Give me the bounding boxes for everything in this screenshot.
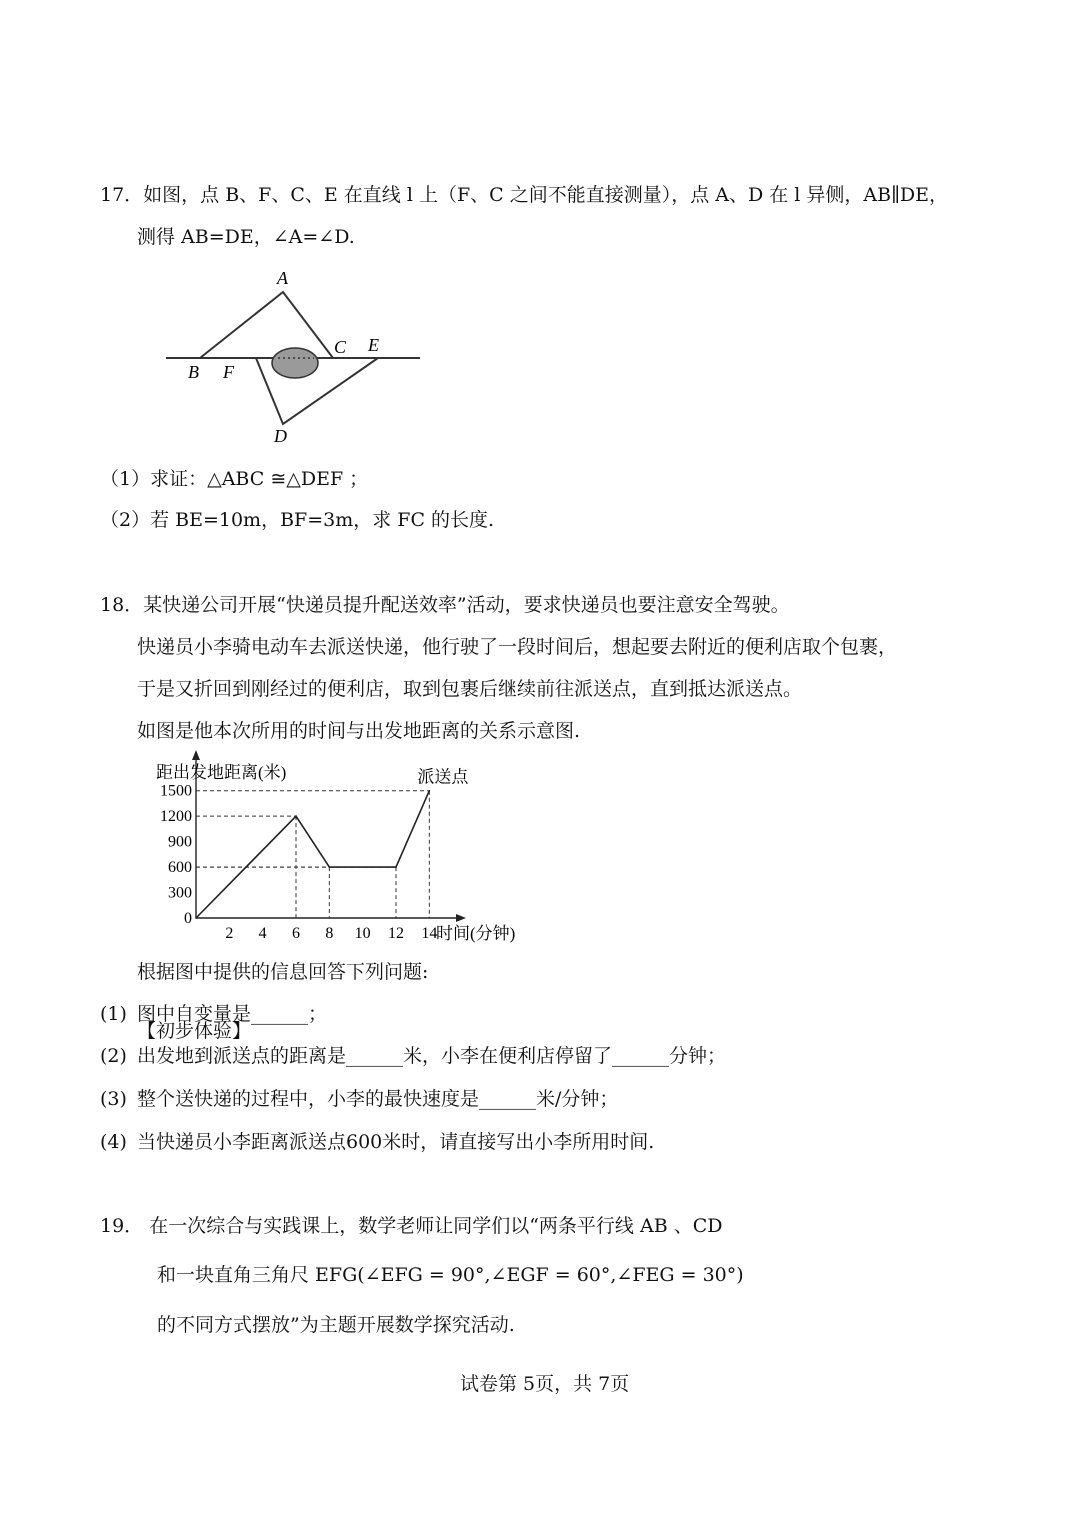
q17-line1: 17．如图，点 B、F、C、E 在直线 l 上（F、C 之间不能直接测量），点 A、D 在 l 异侧，AB∥DE， [100,184,948,206]
y-tick-label-5: 1500 [160,782,192,800]
q18-line2: 快递员小李骑电动车去派送快递，他行驶了一段时间后，想起要去附近的便利店取个包裹， [137,636,898,658]
series-point-1 [295,815,297,817]
x-axis-title: 时间(分钟) [436,924,516,943]
q18-prompt: 根据图中提供的信息回答下列问题: [137,961,429,983]
q18-sub2-text: 出发地到派送点的距离是______米，小李在便利店停留了______分钟； [137,1045,727,1067]
q19-line2: 和一块直角三角尺 EFG(∠EFG = 90°,∠EGF = 60°,∠FEG = 30°) [157,1264,744,1286]
y-tick-label-2: 600 [168,859,192,877]
q18-sub3-text: 整个送快递的过程中，小李的最快速度是______米/分钟； [137,1088,619,1110]
x-tick-label-2: 6 [292,925,300,942]
page-footer: 试卷第 5页，共 7页 [460,1373,630,1395]
label-c: C [334,337,347,357]
y-axis-arrow [192,750,200,760]
series-line [196,791,429,918]
q18-sub4-num: (4) [100,1131,127,1153]
series-point-2 [329,866,331,868]
y-tick-label-3: 900 [168,833,192,851]
chart-guides [196,791,429,918]
q18-sub3-num: (3) [100,1088,127,1110]
label-b: B [188,362,199,382]
label-f: F [223,362,234,382]
series-point-3 [395,866,397,868]
q18-line1: 18．某快递公司开展“快递员提升配送效率”活动，要求快递员也要注意安全驾驶。 [100,594,790,616]
q19-line1: 19． 在一次综合与实践课上，数学老师让同学们以“两条平行线 AB 、CD [100,1215,723,1237]
annotation-label: 派送点 [417,767,469,787]
q18-sub4-text: 当快递员小李距离派送点600米时，请直接写出小李所用时间. [137,1131,655,1153]
x-tick-label-6: 14 [421,925,438,942]
q18-sub2-num: (2) [100,1045,127,1067]
x-tick-label-4: 10 [354,925,371,942]
q17-sub2: （2）若 BE=10m，BF=3m，求 FC 的长度. [100,509,495,531]
q17-sub1: （1）求证：△ABC ≅△DEF ； [100,468,369,490]
q18-line4: 如图是他本次所用的时间与出发地距离的关系示意图. [137,720,581,742]
y-tick-label-0: 0 [184,910,192,927]
x-tick-label-0: 2 [225,925,234,942]
label-d: D [274,426,287,446]
q17-figure [160,262,430,447]
distance-time-chart [150,758,516,948]
y-axis-title: 距出发地距离(米) [156,763,287,782]
q19-section: 【初步体验】 [137,1020,252,1042]
q18-line3: 于是又折回到刚经过的便利店，取到包裹后继续前往派送点，直到抵达派送点。 [137,678,803,700]
chart-labels [156,763,515,943]
q18-sub1-text: 图中自变量是______； [137,1003,328,1025]
q18-sub1-num: (1) [100,1003,127,1025]
y-tick-label-1: 300 [168,884,192,902]
chart-series [195,790,430,919]
y-tick-label-4: 1200 [160,808,192,826]
x-tick-label-1: 4 [258,925,267,942]
label-e: E [368,335,379,355]
q19-line3: 的不同方式摆放”为主题开展数学探究活动. [157,1314,515,1336]
x-axis-arrow [456,914,466,922]
x-tick-label-3: 8 [325,925,334,942]
series-point-4 [429,790,431,792]
x-tick-label-5: 12 [388,925,404,942]
q17-line2: 测得 AB=DE，∠A=∠D. [137,226,355,248]
label-a: A [277,268,288,288]
